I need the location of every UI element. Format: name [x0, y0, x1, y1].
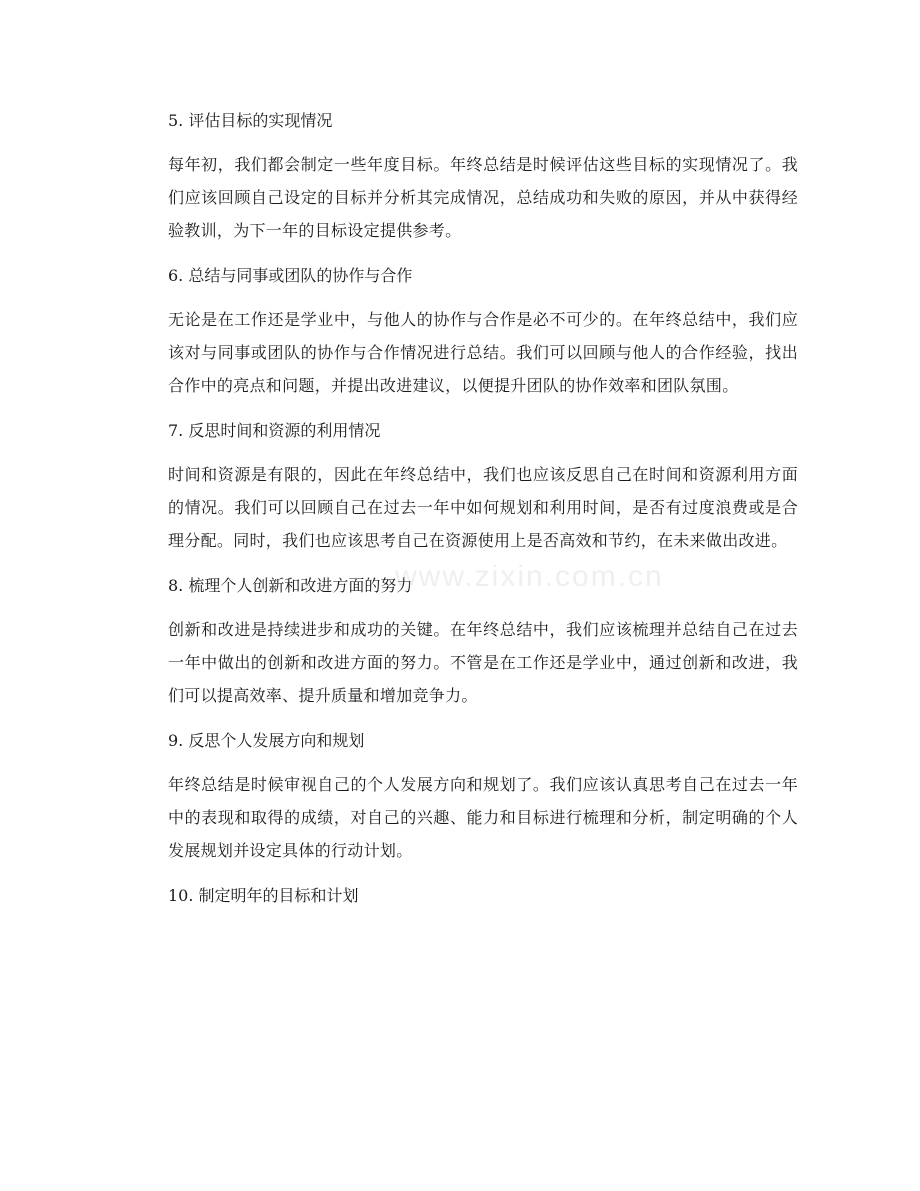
section-paragraph-7: 时间和资源是有限的，因此在年终总结中，我们也应该反思自己在时间和资源利用方面的情况。我们可以回顾自己在过去一年中如何规划和利用时间，是否有过度浪费或是合理分配。同时，我们也应该思考自己在资源使用上是否高效和节约，在未来做出改进。 [168, 465, 798, 550]
section-heading-9: 9. 反思个人发展方向和规划 [168, 731, 365, 750]
section-paragraph-9: 年终总结是时候审视自己的个人发展方向和规划了。我们应该认真思考自己在过去一年中的表现和取得的成绩，对自己的兴趣、能力和目标进行梳理和分析，制定明确的个人发展规划并设定具体的行动计划。 [168, 775, 798, 860]
section-heading-7: 7. 反思时间和资源的利用情况 [168, 421, 381, 440]
section-paragraph-6: 无论是在工作还是学业中，与他人的协作与合作是必不可少的。在年终总结中，我们应该对与同事或团队的协作与合作情况进行总结。我们可以回顾与他人的合作经验，找出合作中的亮点和问题，并提出改进建议，以便提升团队的协作效率和团队氛围。 [168, 310, 798, 395]
section-heading-10: 10. 制定明年的目标和计划 [168, 886, 359, 905]
document-body [168, 104, 798, 923]
section-heading-5: 5. 评估目标的实现情况 [168, 111, 333, 130]
section-heading-6: 6. 总结与同事或团队的协作与合作 [168, 266, 413, 285]
section-paragraph-5: 每年初，我们都会制定一些年度目标。年终总结是时候评估这些目标的实现情况了。我们应该回顾自己设定的目标并分析其完成情况，总结成功和失败的原因，并从中获得经验教训，为下一年的目标设定提供参考。 [168, 155, 798, 240]
section-paragraph-8: 创新和改进是持续进步和成功的关键。在年终总结中，我们应该梳理并总结自己在过去一年中做出的创新和改进方面的努力。不管是在工作还是学业中，通过创新和改进，我们可以提高效率、提升质量和增加竞争力。 [168, 620, 798, 705]
watermark-text: www.zixin.com.cn [395, 560, 664, 593]
section-heading-8: 8. 梳理个人创新和改进方面的努力 [168, 576, 413, 595]
